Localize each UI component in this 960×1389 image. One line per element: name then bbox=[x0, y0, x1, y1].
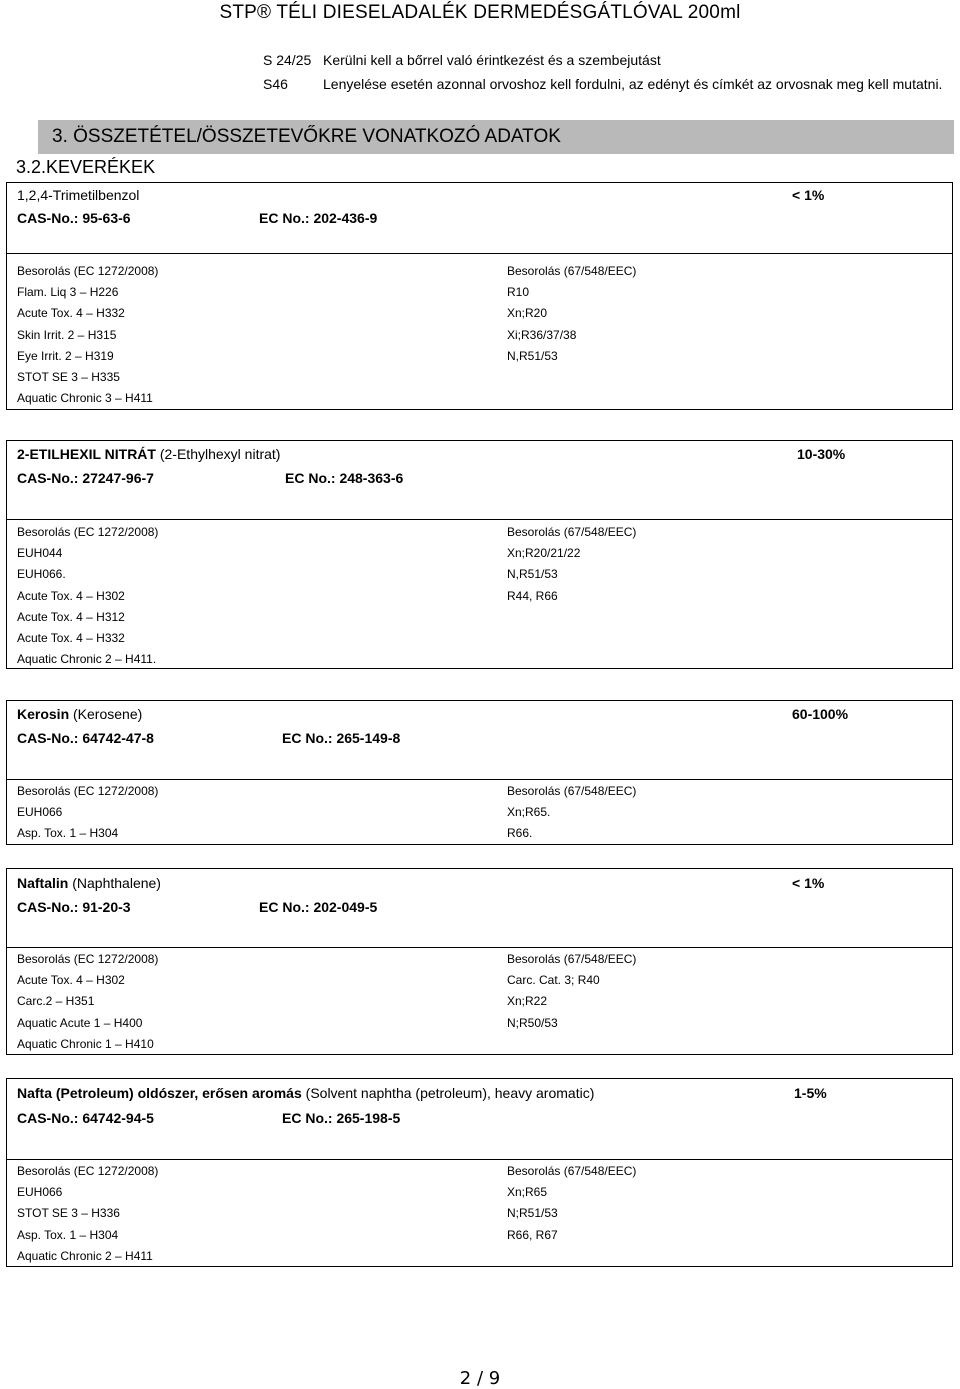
safety-phrase-row bbox=[263, 76, 942, 92]
substance-ids bbox=[17, 730, 401, 746]
cas-number: CAS-No.: 27247-96-7 bbox=[17, 470, 154, 486]
page-number: 2 / 9 bbox=[459, 1368, 501, 1389]
substance-identity-box bbox=[6, 182, 953, 254]
section-heading-bar bbox=[38, 120, 954, 154]
substance-name: Kerosin (Kerosene) bbox=[17, 706, 143, 722]
ec-number: EC No.: 248-363-6 bbox=[285, 470, 404, 486]
clp-entry: Flam. Liq 3 – H226 bbox=[17, 285, 119, 300]
substance-identity-box bbox=[6, 1078, 953, 1160]
cas-number: CAS-No.: 64742-94-5 bbox=[17, 1110, 154, 1126]
dsd-entry: R44, R66 bbox=[507, 588, 558, 603]
clp-entry: Eye Irrit. 2 – H319 bbox=[17, 348, 114, 363]
substance-classification-box bbox=[6, 253, 953, 410]
dsd-entry: Xn;R65 bbox=[507, 1185, 548, 1200]
substance-ids bbox=[17, 1110, 401, 1126]
ec-number: EC No.: 202-049-5 bbox=[259, 899, 378, 915]
dsd-entry: Xn;R22 bbox=[507, 994, 548, 1009]
dsd-entry: Carc. Cat. 3; R40 bbox=[507, 973, 600, 988]
dsd-header: Besorolás (67/548/EEC) bbox=[507, 264, 637, 278]
substance-classification-box bbox=[6, 519, 953, 669]
clp-entry: Aquatic Acute 1 – H400 bbox=[17, 1015, 143, 1030]
clp-entry: Acute Tox. 4 – H302 bbox=[17, 973, 125, 988]
substance-classification-box bbox=[6, 1159, 953, 1267]
substance-concentration: < 1% bbox=[792, 187, 825, 203]
dsd-entry: R66. bbox=[507, 826, 533, 841]
dsd-header: Besorolás (67/548/EEC) bbox=[507, 784, 637, 798]
cas-number: CAS-No.: 64742-47-8 bbox=[17, 730, 154, 746]
dsd-classification bbox=[507, 261, 636, 367]
safety-phrase-row bbox=[263, 52, 661, 68]
substance-ids bbox=[17, 899, 378, 915]
ec-number: EC No.: 265-198-5 bbox=[282, 1110, 401, 1126]
substance-identity-box bbox=[6, 700, 953, 780]
document-title: STP® TÉLI DIESELADALÉK DERMEDÉSGÁTLÓVAL 200ml bbox=[219, 2, 741, 23]
clp-classification bbox=[17, 522, 158, 670]
clp-entry: Asp. Tox. 1 – H304 bbox=[17, 826, 119, 841]
substance-identity-box bbox=[6, 440, 953, 520]
clp-classification bbox=[17, 949, 158, 1055]
clp-entry: Aquatic Chronic 3 – H411 bbox=[17, 391, 153, 406]
clp-entry: Aquatic Chronic 2 – H411. bbox=[17, 652, 157, 667]
safety-phrase-code: S 24/25 bbox=[263, 52, 312, 68]
clp-entry: Acute Tox. 4 – H332 bbox=[17, 306, 125, 321]
substance-name: Naftalin (Naphthalene) bbox=[17, 875, 161, 891]
clp-entry: Aquatic Chronic 2 – H411 bbox=[17, 1248, 153, 1263]
substance-concentration: 10-30% bbox=[797, 446, 846, 462]
clp-classification bbox=[17, 1161, 158, 1267]
cas-number: CAS-No.: 95-63-6 bbox=[17, 210, 131, 226]
substance-concentration: < 1% bbox=[792, 875, 825, 891]
substance-name: 1,2,4-Trimetilbenzol bbox=[17, 187, 140, 203]
ec-number: EC No.: 265-149-8 bbox=[282, 730, 401, 746]
clp-entry: EUH044 bbox=[17, 546, 63, 561]
substance-ids bbox=[17, 210, 378, 226]
clp-entry: Acute Tox. 4 – H312 bbox=[17, 609, 125, 624]
section-title: 3. ÖSSZETÉTEL/ÖSSZETEVŐKRE VONATKOZÓ ADATOK bbox=[52, 126, 561, 147]
dsd-classification bbox=[507, 781, 636, 845]
substance-ids bbox=[17, 470, 404, 486]
clp-header: Besorolás (EC 1272/2008) bbox=[17, 1164, 159, 1178]
safety-phrase-code: S46 bbox=[263, 76, 288, 92]
substance-concentration: 60-100% bbox=[792, 706, 849, 722]
substance-identity-box bbox=[6, 868, 953, 948]
dsd-entry: N;R50/53 bbox=[507, 1015, 558, 1030]
dsd-entry: R10 bbox=[507, 285, 530, 300]
clp-entry: EUH066 bbox=[17, 1185, 63, 1200]
subsection-heading bbox=[6, 152, 953, 182]
clp-classification bbox=[17, 781, 158, 845]
clp-entry: Asp. Tox. 1 – H304 bbox=[17, 1227, 119, 1242]
cas-number: CAS-No.: 91-20-3 bbox=[17, 899, 131, 915]
dsd-entry: Xn;R65. bbox=[507, 805, 551, 820]
clp-entry: STOT SE 3 – H336 bbox=[17, 1206, 120, 1221]
clp-classification bbox=[17, 261, 158, 409]
dsd-classification bbox=[507, 522, 636, 607]
clp-entry: Acute Tox. 4 – H302 bbox=[17, 588, 125, 603]
clp-header: Besorolás (EC 1272/2008) bbox=[17, 784, 159, 798]
clp-header: Besorolás (EC 1272/2008) bbox=[17, 952, 159, 966]
subsection-title: 3.2.KEVERÉKEK bbox=[16, 157, 156, 177]
dsd-entry: Xn;R20 bbox=[507, 306, 548, 321]
clp-entry: Carc.2 – H351 bbox=[17, 994, 95, 1009]
dsd-entry: Xn;R20/21/22 bbox=[507, 546, 581, 561]
substance-name: Nafta (Petroleum) oldószer, erősen aromás (Solvent naphtha (petroleum), heavy aromatic) bbox=[17, 1085, 595, 1101]
clp-entry: EUH066 bbox=[17, 805, 63, 820]
clp-entry: Aquatic Chronic 1 – H410 bbox=[17, 1036, 154, 1051]
clp-entry: Acute Tox. 4 – H332 bbox=[17, 631, 125, 646]
safety-phrase-text: Kerülni kell a bőrrel való érintkezést és a szembejutást bbox=[323, 52, 661, 68]
substance-classification-box bbox=[6, 947, 953, 1055]
substance-classification-box bbox=[6, 779, 953, 845]
substance-name: 2-ETILHEXIL NITRÁT (2-Ethylhexyl nitrat) bbox=[17, 446, 281, 462]
dsd-header: Besorolás (67/548/EEC) bbox=[507, 525, 637, 539]
dsd-header: Besorolás (67/548/EEC) bbox=[507, 952, 637, 966]
safety-phrase-text: Lenyelése esetén azonnal orvoshoz kell fordulni, az edényt és címkét az orvosnak meg kell mutatni. bbox=[323, 76, 943, 92]
dsd-header: Besorolás (67/548/EEC) bbox=[507, 1164, 637, 1178]
dsd-classification bbox=[507, 1161, 636, 1246]
clp-header: Besorolás (EC 1272/2008) bbox=[17, 525, 159, 539]
dsd-entry: N;R51/53 bbox=[507, 1206, 558, 1221]
dsd-entry: Xi;R36/37/38 bbox=[507, 327, 577, 342]
dsd-entry: N,R51/53 bbox=[507, 567, 558, 582]
clp-entry: STOT SE 3 – H335 bbox=[17, 370, 120, 385]
clp-entry: Skin Irrit. 2 – H315 bbox=[17, 327, 117, 342]
clp-entry: EUH066. bbox=[17, 567, 66, 582]
ec-number: EC No.: 202-436-9 bbox=[259, 210, 378, 226]
dsd-entry: N,R51/53 bbox=[507, 348, 558, 363]
dsd-entry: R66, R67 bbox=[507, 1227, 558, 1242]
substance-concentration: 1-5% bbox=[794, 1085, 827, 1101]
clp-header: Besorolás (EC 1272/2008) bbox=[17, 264, 159, 278]
dsd-classification bbox=[507, 949, 636, 1034]
